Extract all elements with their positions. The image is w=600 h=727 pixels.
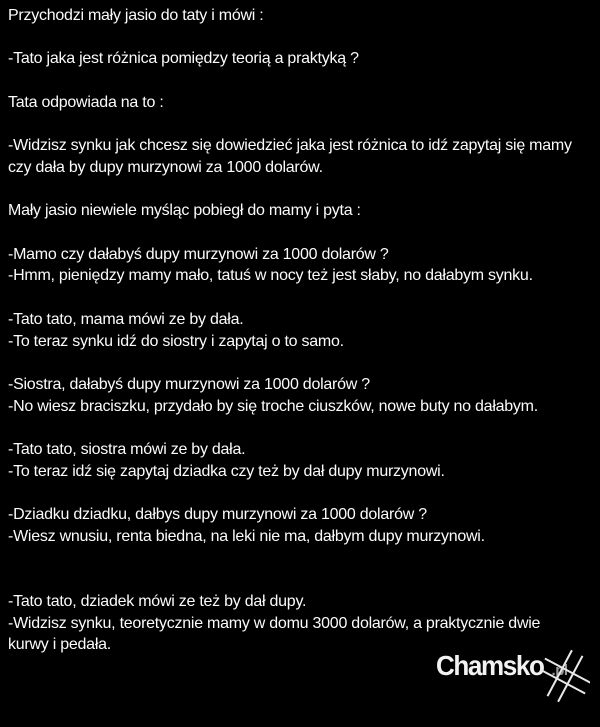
joke-line [8,179,600,201]
watermark-brand: Chamsko [436,650,544,681]
joke-line [8,287,600,309]
joke-line: Przychodzi mały jasio do taty i mówi : [8,7,264,24]
chamsko-hash-icon [540,648,590,704]
joke-line: -To teraz synku idź do siostry i zapytaj o to samo. [8,332,344,350]
joke-line: Tata odpowiada na to : [8,93,164,111]
joke-line: -No wiesz braciszku, przydało by się troche ciuszków, nowe buty no dałabym. [8,397,538,415]
joke-line: -Tato tato, mama mówi ze by dała. [8,310,244,328]
joke-line: -Wiesz wnusiu, renta biedna, na leki nie ma, dałbym dupy murzynowi. [8,527,485,545]
joke-line [8,482,600,504]
joke-line: Mały jasio niewiele myśląc pobiegł do mamy i pyta : [8,202,361,220]
joke-line: -To teraz idź się zapytaj dziadka czy też by dał dupy murzynowi. [8,462,445,480]
watermark-tld: .pl [551,662,568,679]
joke-line: -Dziadku dziadku, dałbys dupy murzynowi za 1000 dolarów ? [8,506,427,524]
joke-line: -Tato jaka jest różnica pomiędzy teorią a praktyką ? [8,50,359,68]
joke-line: -Siostra, dałabyś dupy murzynowi za 1000 dolarów ? [8,375,370,393]
joke-line [8,569,600,591]
joke-line: -Widzisz synku jak chcesz się dowiedzieć jaka jest różnica to idź zapytaj się mamy [8,137,572,155]
joke-line [8,114,600,136]
joke-line: -Widzisz synku, teoretycznie mamy w domu 3000 dolarów, a praktycznie dwie [8,614,541,632]
joke-line [8,352,600,374]
joke-line: kurwy i pedała. [8,636,111,654]
joke-text [8,5,600,656]
joke-line: -Tato tato, siostra mówi ze by dała. [8,441,246,459]
joke-line: -Hmm, pieniędzy mamy mało, tatuś w nocy też jest słaby, no dałabym synku. [8,267,533,285]
joke-line: -Mamo czy dałabyś dupy murzynowi za 1000 dolarów ? [8,245,389,263]
joke-line: czy dała by dupy murzynowi za 1000 dolarów. [8,158,323,176]
joke-line [8,417,600,439]
joke-line [8,70,600,92]
joke-line [8,27,600,49]
joke-line [8,222,600,244]
joke-line: -Tato tato, dziadek mówi ze też by dał dupy. [8,592,307,610]
joke-line [8,548,600,570]
